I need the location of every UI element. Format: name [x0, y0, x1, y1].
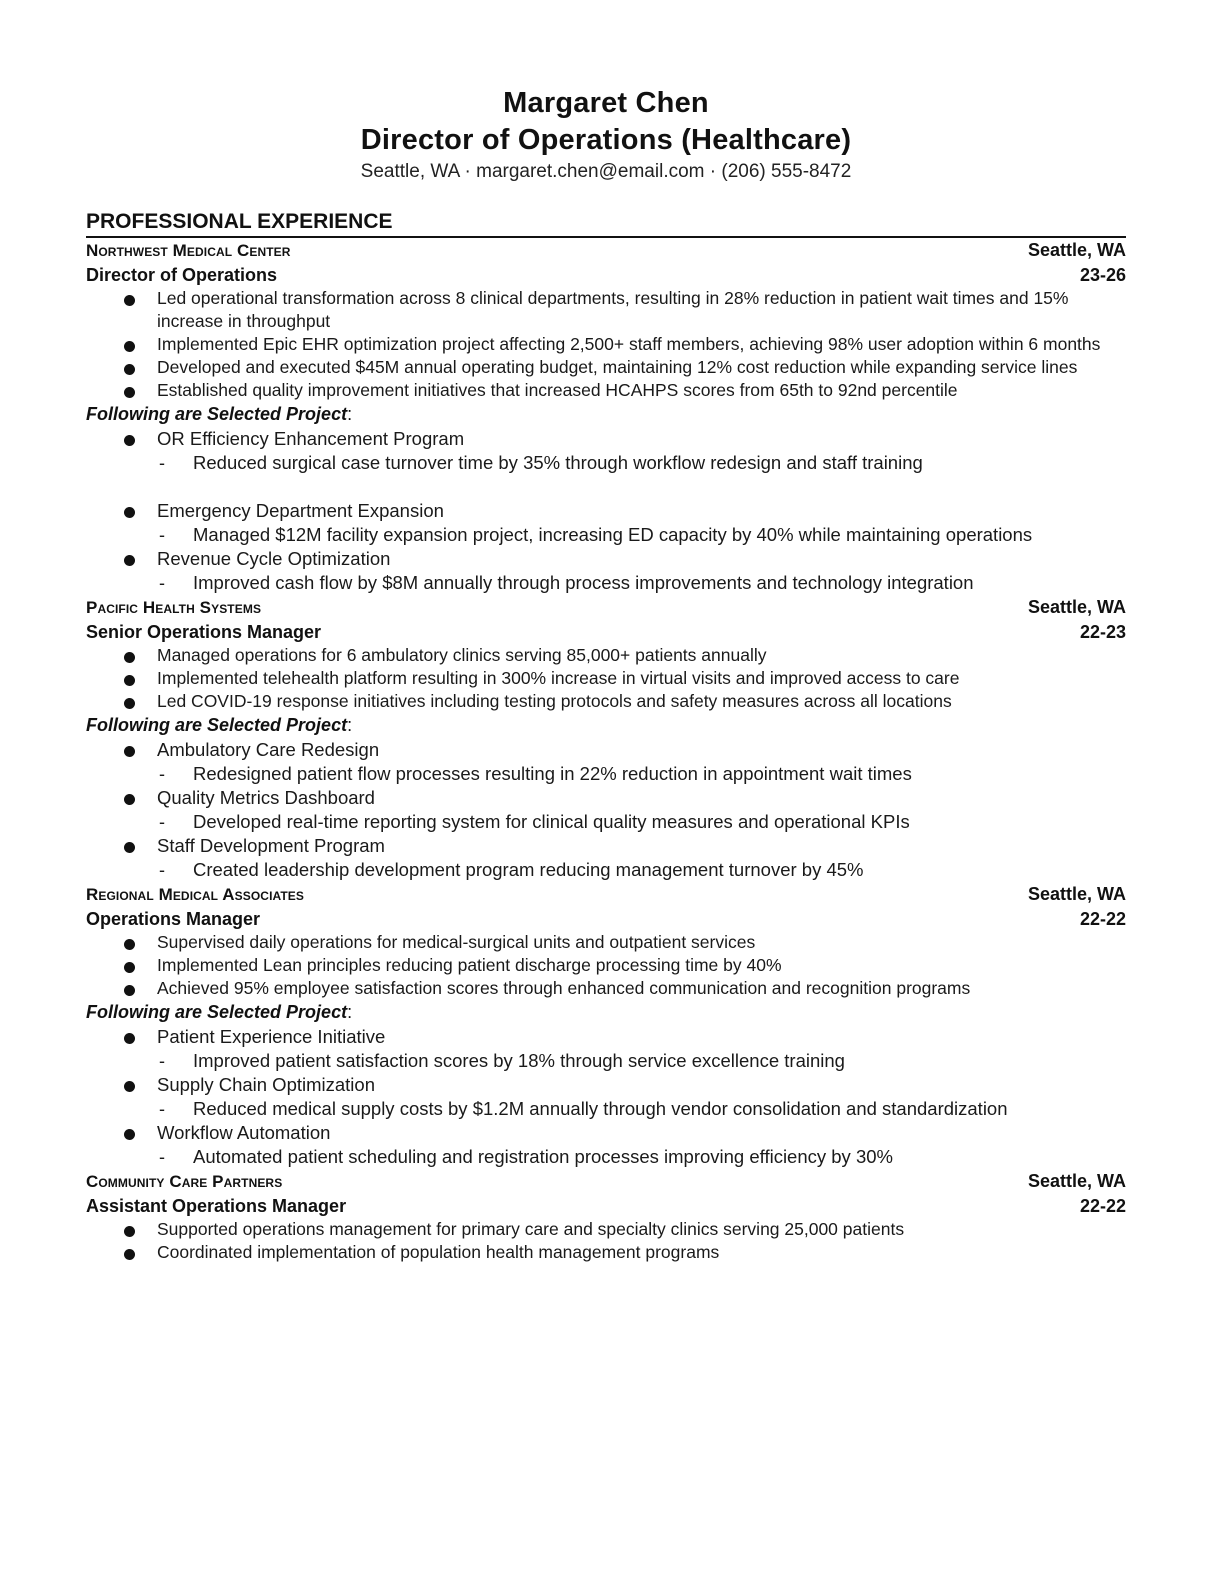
- job-location: Seattle, WA: [1027, 597, 1126, 617]
- achievement-item: Established quality improvement initiatives that increased HCAHPS scores from 65th to 92nd percentile: [86, 379, 1126, 402]
- dash-icon: -: [159, 812, 165, 832]
- project-name: OR Efficiency Enhancement Program: [157, 428, 465, 449]
- company-name: Pacific Health Systems: [86, 598, 262, 617]
- project-list: [86, 427, 1126, 595]
- job-location: Seattle, WA: [1027, 240, 1126, 260]
- job-role: Operations Manager: [86, 909, 261, 929]
- projects-label: Following are Selected Project:: [86, 1002, 353, 1022]
- project-detail: - Redesigned patient flow processes resulting in 22% reduction in appointment wait times: [159, 763, 912, 784]
- bullet-icon: [124, 1033, 135, 1044]
- achievement-list: [86, 287, 1126, 402]
- bullet-icon: [124, 1129, 135, 1140]
- project-list: [86, 1025, 1126, 1169]
- dash-icon: -: [159, 525, 165, 545]
- achievement-item: Led operational transformation across 8 clinical departments, resulting in 28% reduction in patient wait times and 15% increase in throughput: [86, 287, 1126, 333]
- project-detail: - Reduced medical supply costs by $1.2M annually through vendor consolidation and standardization: [159, 1098, 1008, 1119]
- job-dates: 22-22: [1079, 1196, 1126, 1216]
- dash-icon: -: [159, 1147, 165, 1167]
- job-location: Seattle, WA: [1027, 884, 1126, 904]
- project-item: [86, 1025, 1126, 1073]
- bullet-icon: [124, 842, 135, 853]
- job-entry: [86, 882, 1126, 1169]
- achievement-item: Implemented telehealth platform resulting in 300% increase in virtual visits and improved access to care: [86, 667, 1126, 690]
- achievement-item: Coordinated implementation of population health management programs: [86, 1241, 1126, 1264]
- project-name: Workflow Automation: [157, 1122, 331, 1143]
- achievement-item: Implemented Lean principles reducing patient discharge processing time by 40%: [86, 954, 1126, 977]
- bullet-icon: [124, 698, 135, 709]
- job-entry: [86, 238, 1126, 595]
- bullet-icon: [124, 507, 135, 518]
- job-location: Seattle, WA: [1027, 1171, 1126, 1191]
- dash-icon: -: [159, 764, 165, 784]
- project-detail: - Improved patient satisfaction scores by 18% through service excellence training: [159, 1050, 845, 1071]
- bullet-icon: [124, 1081, 135, 1092]
- job-entry: [86, 1169, 1126, 1264]
- achievement-item: Led COVID-19 response initiatives including testing protocols and safety measures across all locations: [86, 690, 1126, 713]
- project-item: [86, 786, 1126, 834]
- bullet-icon: [124, 435, 135, 446]
- resume-page: [86, 84, 1126, 1264]
- candidate-name: Margaret Chen: [503, 87, 709, 119]
- job-role: Senior Operations Manager: [86, 622, 322, 642]
- achievement-item: Implemented Epic EHR optimization project affecting 2,500+ staff members, achieving 98% user adoption within 6 months: [86, 333, 1126, 356]
- achievement-list: [86, 1218, 1126, 1264]
- bullet-icon: [124, 939, 135, 950]
- bullet-icon: [124, 962, 135, 973]
- project-item: [86, 499, 1126, 547]
- bullet-icon: [124, 985, 135, 996]
- projects-label: Following are Selected Project:: [86, 404, 353, 424]
- project-detail: - Created leadership development program reducing management turnover by 45%: [159, 859, 864, 880]
- bullet-icon: [124, 364, 135, 375]
- bullet-icon: [124, 746, 135, 757]
- achievement-item: Developed and executed $45M annual operating budget, maintaining 12% cost reduction while expanding service lines: [86, 356, 1126, 379]
- project-item: [86, 738, 1126, 786]
- company-name: Regional Medical Associates: [86, 885, 305, 904]
- project-name: Patient Experience Initiative: [157, 1026, 386, 1047]
- project-name: Supply Chain Optimization: [157, 1074, 375, 1095]
- dash-icon: -: [159, 453, 165, 473]
- candidate-title: Director of Operations (Healthcare): [360, 124, 852, 156]
- job-role: Director of Operations: [86, 265, 278, 285]
- project-detail: - Managed $12M facility expansion project, increasing ED capacity by 40% while maintaining operations: [159, 524, 1033, 545]
- dash-icon: -: [159, 1051, 165, 1071]
- project-name: Staff Development Program: [157, 835, 385, 856]
- bullet-icon: [124, 794, 135, 805]
- bullet-icon: [124, 295, 135, 306]
- achievement-item: Achieved 95% employee satisfaction scores through enhanced communication and recognition programs: [86, 977, 1126, 1000]
- bullet-icon: [124, 1249, 135, 1260]
- project-item: [86, 1121, 1126, 1169]
- job-entry: [86, 595, 1126, 882]
- achievement-list: [86, 931, 1126, 1000]
- company-name: Community Care Partners: [86, 1172, 283, 1191]
- project-name: Emergency Department Expansion: [157, 500, 444, 521]
- project-item: [86, 834, 1126, 882]
- project-item: [86, 547, 1126, 595]
- project-name: Ambulatory Care Redesign: [157, 739, 380, 760]
- job-dates: 22-22: [1079, 909, 1126, 929]
- bullet-icon: [124, 675, 135, 686]
- achievement-item: Supervised daily operations for medical-surgical units and outpatient services: [86, 931, 1126, 954]
- project-detail: - Developed real-time reporting system for clinical quality measures and operational KPIs: [159, 811, 910, 832]
- bullet-icon: [124, 555, 135, 566]
- company-name: Northwest Medical Center: [86, 241, 291, 260]
- project-list: [86, 738, 1126, 882]
- achievement-item: Managed operations for 6 ambulatory clinics serving 85,000+ patients annually: [86, 644, 1126, 667]
- projects-label: Following are Selected Project:: [86, 715, 353, 735]
- dash-icon: -: [159, 573, 165, 593]
- contact-line: Seattle, WA · margaret.chen@email.com · (206) 555-8472: [360, 161, 852, 182]
- bullet-icon: [124, 652, 135, 663]
- project-item: [86, 1073, 1126, 1121]
- section-heading-experience: PROFESSIONAL EXPERIENCE: [86, 208, 1126, 238]
- project-detail: - Reduced surgical case turnover time by 35% through workflow redesign and staff training: [159, 452, 923, 473]
- resume-header: [86, 84, 1126, 186]
- project-item: [86, 427, 1126, 499]
- job-role: Assistant Operations Manager: [86, 1196, 347, 1216]
- dash-icon: -: [159, 1099, 165, 1119]
- achievement-list: [86, 644, 1126, 713]
- project-name: Revenue Cycle Optimization: [157, 548, 391, 569]
- project-detail: - Improved cash flow by $8M annually through process improvements and technology integration: [159, 572, 974, 593]
- bullet-icon: [124, 387, 135, 398]
- bullet-icon: [124, 1226, 135, 1237]
- job-dates: 23-26: [1079, 265, 1126, 285]
- blank-line: [157, 475, 1126, 499]
- bullet-icon: [124, 341, 135, 352]
- dash-icon: -: [159, 860, 165, 880]
- job-dates: 22-23: [1079, 622, 1126, 642]
- achievement-item: Supported operations management for primary care and specialty clinics serving 25,000 patients: [86, 1218, 1126, 1241]
- project-detail: - Automated patient scheduling and registration processes improving efficiency by 30%: [159, 1146, 893, 1167]
- project-name: Quality Metrics Dashboard: [157, 787, 375, 808]
